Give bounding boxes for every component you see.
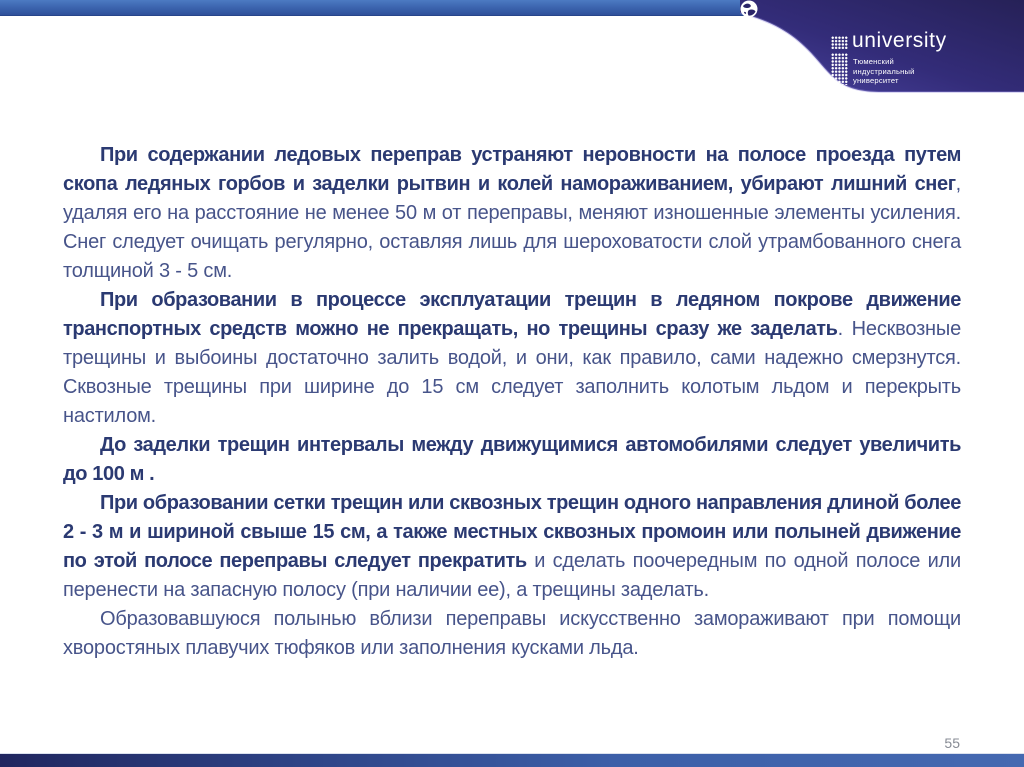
text-segment: . Несквозные трещины и выбоины достаточно залить водой, и они, как правило, сами надежно смерзнутся. Сквозные трещины при ширине до 15 см следует заполнить колотым льдом и перекрыть настилом.	[63, 318, 961, 427]
logo-org-line: индустриальный	[853, 66, 915, 76]
text-segment-bold: При образовании в процессе эксплуатации трещин в ледяном покрове движение транспортных средств можно не прекращать, но трещины сразу же заделать	[63, 289, 961, 340]
paragraph	[63, 141, 961, 286]
dotted-i-icon	[831, 36, 848, 85]
bottom-accent-bar	[0, 753, 1024, 767]
dotted-i-dot	[831, 36, 848, 49]
slide-body	[63, 141, 961, 663]
text-segment-bold: При образовании сетки трещин или сквозных трещин одного направления длиной более 2 - 3 м и шириной свыше 15 см, а также местных сквозных промоин или полыней движение по этой полосе переправы следует прекратить	[63, 492, 961, 572]
dotted-i-stem	[831, 53, 848, 85]
text-segment: и сделать поочередным по одной полосе или перенести на запасную полосу (при наличии ее), а трещины заделать.	[63, 550, 962, 601]
paragraph	[63, 489, 961, 605]
logo-org-name	[853, 57, 915, 86]
page-number: 55	[944, 735, 960, 751]
logo-banner	[740, 0, 1024, 96]
text-segment: Образовавшуюся полынью вблизи переправы искусственно замораживают при помощи хворостяных плавучих тюфяков или заполнения кусками льда.	[63, 608, 961, 659]
globe-icon	[740, 0, 758, 18]
text-segment: , удаляя его на расстояние не менее 50 м от переправы, меняют изношенные элементы усиления. Снег следует очищать регулярно, оставляя лишь для шероховатости слой утрамбованного снега толщиной 3 - 5 см.	[63, 173, 961, 282]
paragraph	[63, 431, 961, 489]
text-segment-bold: При содержании ледовых переправ устраняют неровности на полосе проезда путем скопа ледяных горбов и заделки рытвин и колей намораживанием, убирают лишний снег	[63, 144, 961, 195]
logo-brand-text: university	[852, 29, 947, 52]
text-segment-bold: До заделки трещин интервалы между движущимися автомобилями следует увеличить до 100 м .	[63, 434, 961, 485]
paragraph	[63, 286, 961, 431]
logo-org-line: Тюменский	[853, 57, 894, 66]
logo-org-line: университет	[853, 76, 899, 86]
paragraph	[63, 605, 961, 663]
